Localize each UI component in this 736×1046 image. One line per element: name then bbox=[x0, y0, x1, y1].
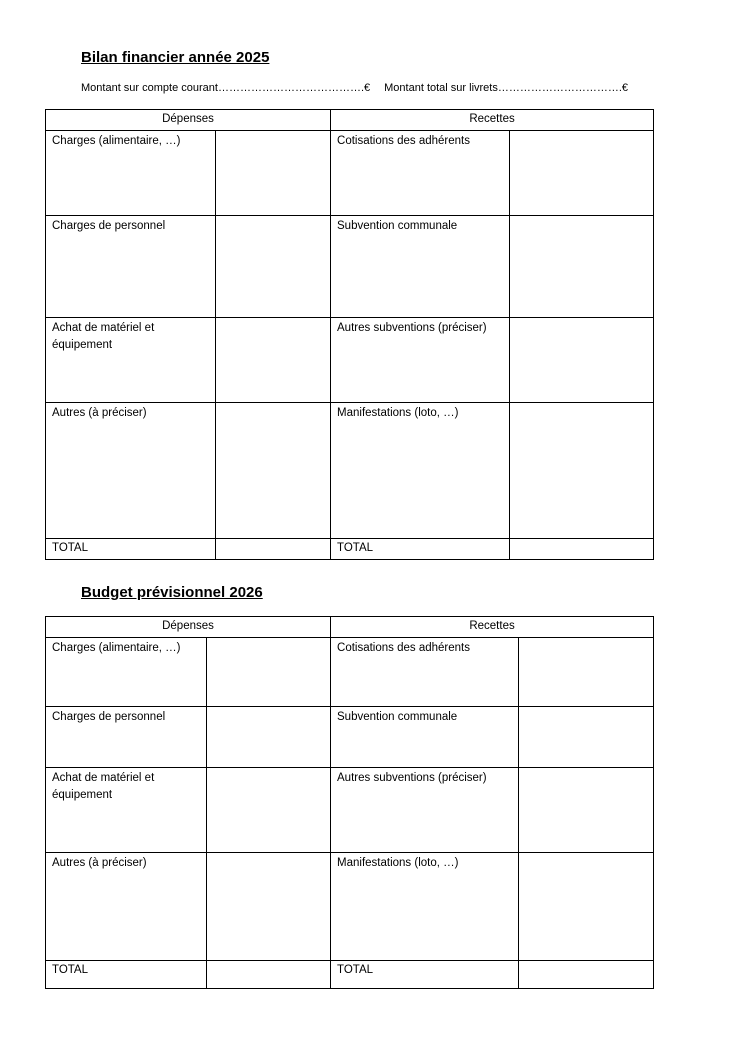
depense-amount-cell[interactable] bbox=[216, 131, 331, 216]
recette-total-cell[interactable] bbox=[519, 961, 654, 989]
budget-previsionnel-table bbox=[45, 616, 654, 989]
depense-amount-cell[interactable] bbox=[216, 216, 331, 318]
table-row bbox=[46, 853, 654, 961]
depense-label: Achat de matériel et équipement bbox=[46, 768, 207, 853]
depense-amount-cell[interactable] bbox=[207, 707, 331, 768]
table-row bbox=[46, 707, 654, 768]
table-row bbox=[46, 131, 654, 216]
table-header-row bbox=[46, 110, 654, 131]
depense-label: Charges (alimentaire, …) bbox=[46, 638, 207, 707]
header-depenses: Dépenses bbox=[46, 617, 331, 638]
header-recettes: Recettes bbox=[331, 110, 654, 131]
account-amounts-line bbox=[81, 82, 628, 94]
recette-label: Manifestations (loto, …) bbox=[331, 403, 510, 539]
depense-label: Charges (alimentaire, …) bbox=[46, 131, 216, 216]
recette-label: Cotisations des adhérents bbox=[331, 131, 510, 216]
total-row bbox=[46, 961, 654, 989]
depense-amount-cell[interactable] bbox=[207, 853, 331, 961]
table-row bbox=[46, 638, 654, 707]
depense-total-cell[interactable] bbox=[207, 961, 331, 989]
depense-amount-cell[interactable] bbox=[207, 638, 331, 707]
recette-amount-cell[interactable] bbox=[510, 131, 654, 216]
total-row bbox=[46, 539, 654, 560]
depense-label: Achat de matériel et équipement bbox=[46, 318, 216, 403]
depense-total-label: TOTAL bbox=[46, 539, 216, 560]
recette-amount-cell[interactable] bbox=[510, 403, 654, 539]
table-row bbox=[46, 318, 654, 403]
bilan-table bbox=[45, 109, 654, 560]
depense-label: Autres (à préciser) bbox=[46, 403, 216, 539]
recette-amount-cell[interactable] bbox=[519, 707, 654, 768]
depense-label: Autres (à préciser) bbox=[46, 853, 207, 961]
recette-label: Autres subventions (préciser) bbox=[331, 318, 510, 403]
depense-amount-cell[interactable] bbox=[216, 403, 331, 539]
header-recettes: Recettes bbox=[331, 617, 654, 638]
depense-amount-cell[interactable] bbox=[216, 318, 331, 403]
recette-amount-cell[interactable] bbox=[510, 216, 654, 318]
depense-label: Charges de personnel bbox=[46, 707, 207, 768]
recette-amount-cell[interactable] bbox=[519, 638, 654, 707]
recette-label: Autres subventions (préciser) bbox=[331, 768, 519, 853]
recette-label: Cotisations des adhérents bbox=[331, 638, 519, 707]
recette-amount-cell[interactable] bbox=[519, 768, 654, 853]
recette-amount-cell[interactable] bbox=[510, 318, 654, 403]
depense-label: Charges de personnel bbox=[46, 216, 216, 318]
depense-total-cell[interactable] bbox=[216, 539, 331, 560]
recette-label: Subvention communale bbox=[331, 707, 519, 768]
depense-total-label: TOTAL bbox=[46, 961, 207, 989]
header-depenses: Dépenses bbox=[46, 110, 331, 131]
table-row bbox=[46, 216, 654, 318]
section1-title: Bilan financier année 2025 bbox=[81, 49, 270, 66]
livrets-field[interactable]: Montant total sur livrets…………………………….€ bbox=[384, 82, 629, 94]
recette-label: Manifestations (loto, …) bbox=[331, 853, 519, 961]
recette-label: Subvention communale bbox=[331, 216, 510, 318]
compte-courant-field[interactable]: Montant sur compte courant………………………………….€ bbox=[81, 82, 371, 94]
recette-amount-cell[interactable] bbox=[519, 853, 654, 961]
table-row bbox=[46, 403, 654, 539]
recette-total-label: TOTAL bbox=[331, 961, 519, 989]
section2-title: Budget prévisionnel 2026 bbox=[81, 584, 263, 601]
table-row bbox=[46, 768, 654, 853]
table-header-row bbox=[46, 617, 654, 638]
depense-amount-cell[interactable] bbox=[207, 768, 331, 853]
recette-total-label: TOTAL bbox=[331, 539, 510, 560]
recette-total-cell[interactable] bbox=[510, 539, 654, 560]
